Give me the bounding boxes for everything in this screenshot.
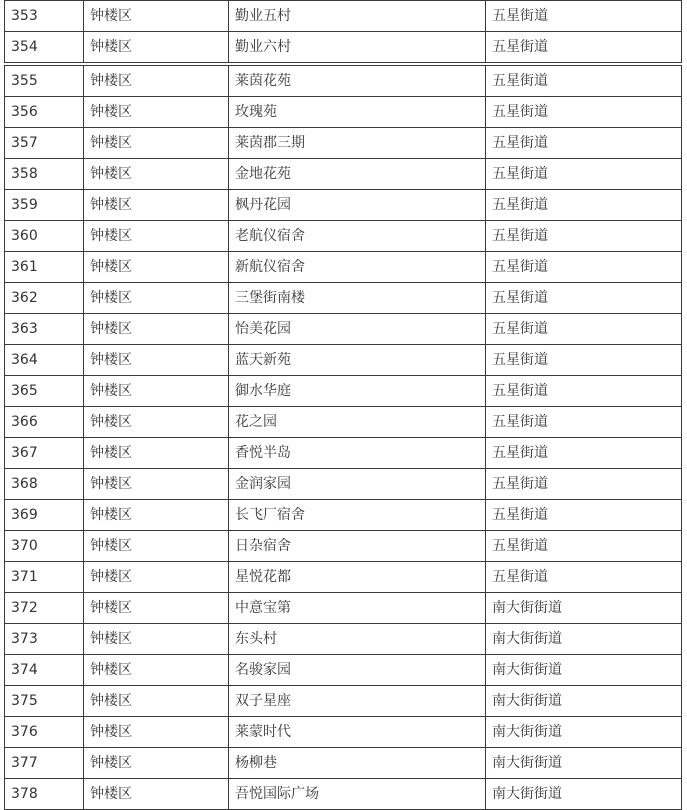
- street-cell: 五星街道: [486, 128, 682, 159]
- row-number-cell: 378: [5, 779, 84, 810]
- row-number-cell: 370: [5, 531, 84, 562]
- table-row: [5, 531, 682, 562]
- community-cell: 玫瑰苑: [229, 97, 486, 128]
- district-cell: 钟楼区: [84, 66, 229, 97]
- community-cell: 勤业五村: [229, 1, 486, 32]
- table-body-main: [5, 66, 682, 810]
- row-number-cell: 356: [5, 97, 84, 128]
- street-cell: 五星街道: [486, 469, 682, 500]
- community-cell: 枫丹花园: [229, 190, 486, 221]
- row-number-cell: 371: [5, 562, 84, 593]
- street-cell: 五星街道: [486, 252, 682, 283]
- row-number-cell: 360: [5, 221, 84, 252]
- street-cell: 五星街道: [486, 531, 682, 562]
- district-cell: 钟楼区: [84, 128, 229, 159]
- street-cell: 南大街街道: [486, 717, 682, 748]
- data-table-main: [4, 65, 682, 810]
- district-cell: 钟楼区: [84, 407, 229, 438]
- table-row: [5, 624, 682, 655]
- district-cell: 钟楼区: [84, 345, 229, 376]
- table-body-top: [5, 1, 682, 63]
- community-cell: 老航仪宿舍: [229, 221, 486, 252]
- district-cell: 钟楼区: [84, 283, 229, 314]
- community-cell: 金润家园: [229, 469, 486, 500]
- district-cell: 钟楼区: [84, 159, 229, 190]
- street-cell: 五星街道: [486, 562, 682, 593]
- table-row: [5, 779, 682, 810]
- table-row: [5, 283, 682, 314]
- street-cell: 五星街道: [486, 283, 682, 314]
- table-row: [5, 252, 682, 283]
- street-cell: 五星街道: [486, 438, 682, 469]
- community-cell: 金地花苑: [229, 159, 486, 190]
- district-cell: 钟楼区: [84, 469, 229, 500]
- community-cell: 蓝天新苑: [229, 345, 486, 376]
- row-number-cell: 363: [5, 314, 84, 345]
- district-cell: 钟楼区: [84, 717, 229, 748]
- district-cell: 钟楼区: [84, 438, 229, 469]
- row-number-cell: 374: [5, 655, 84, 686]
- row-number-cell: 372: [5, 593, 84, 624]
- street-cell: 五星街道: [486, 190, 682, 221]
- district-cell: 钟楼区: [84, 562, 229, 593]
- community-cell: 勤业六村: [229, 32, 486, 63]
- row-number-cell: 366: [5, 407, 84, 438]
- table-row: [5, 159, 682, 190]
- community-cell: 长飞厂宿舍: [229, 500, 486, 531]
- row-number-cell: 355: [5, 66, 84, 97]
- row-number-cell: 353: [5, 1, 84, 32]
- table-row: [5, 66, 682, 97]
- district-cell: 钟楼区: [84, 97, 229, 128]
- street-cell: 南大街街道: [486, 686, 682, 717]
- community-cell: 东头村: [229, 624, 486, 655]
- row-number-cell: 365: [5, 376, 84, 407]
- district-cell: 钟楼区: [84, 779, 229, 810]
- row-number-cell: 359: [5, 190, 84, 221]
- district-cell: 钟楼区: [84, 500, 229, 531]
- district-cell: 钟楼区: [84, 252, 229, 283]
- table-row: [5, 314, 682, 345]
- data-table-top: [4, 0, 682, 63]
- row-number-cell: 362: [5, 283, 84, 314]
- community-cell: 双子星座: [229, 686, 486, 717]
- table-row: [5, 500, 682, 531]
- district-cell: 钟楼区: [84, 376, 229, 407]
- community-cell: 三堡街南楼: [229, 283, 486, 314]
- row-number-cell: 364: [5, 345, 84, 376]
- street-cell: 五星街道: [486, 376, 682, 407]
- table-row: [5, 376, 682, 407]
- row-number-cell: 376: [5, 717, 84, 748]
- row-number-cell: 368: [5, 469, 84, 500]
- street-cell: 五星街道: [486, 500, 682, 531]
- row-number-cell: 377: [5, 748, 84, 779]
- district-cell: 钟楼区: [84, 624, 229, 655]
- row-number-cell: 367: [5, 438, 84, 469]
- community-cell: 杨柳巷: [229, 748, 486, 779]
- table-row: [5, 407, 682, 438]
- street-cell: 五星街道: [486, 1, 682, 32]
- street-cell: 南大街街道: [486, 655, 682, 686]
- table-row: [5, 686, 682, 717]
- community-cell: 星悦花都: [229, 562, 486, 593]
- table-row: [5, 221, 682, 252]
- row-number-cell: 369: [5, 500, 84, 531]
- street-cell: 五星街道: [486, 159, 682, 190]
- street-cell: 五星街道: [486, 221, 682, 252]
- table-row: [5, 32, 682, 63]
- table-row: [5, 438, 682, 469]
- street-cell: 五星街道: [486, 32, 682, 63]
- community-cell: 御水华庭: [229, 376, 486, 407]
- street-cell: 五星街道: [486, 97, 682, 128]
- street-cell: 五星街道: [486, 66, 682, 97]
- district-cell: 钟楼区: [84, 1, 229, 32]
- community-cell: 日杂宿舍: [229, 531, 486, 562]
- district-cell: 钟楼区: [84, 221, 229, 252]
- row-number-cell: 361: [5, 252, 84, 283]
- community-cell: 吾悦国际广场: [229, 779, 486, 810]
- table-row: [5, 655, 682, 686]
- table-row: [5, 1, 682, 32]
- community-cell: 中意宝第: [229, 593, 486, 624]
- table-row: [5, 593, 682, 624]
- community-cell: 莱茵花苑: [229, 66, 486, 97]
- district-cell: 钟楼区: [84, 314, 229, 345]
- street-cell: 五星街道: [486, 314, 682, 345]
- row-number-cell: 354: [5, 32, 84, 63]
- district-cell: 钟楼区: [84, 748, 229, 779]
- community-cell: 莱蒙时代: [229, 717, 486, 748]
- street-cell: 南大街街道: [486, 624, 682, 655]
- community-cell: 新航仪宿舍: [229, 252, 486, 283]
- community-cell: 怡美花园: [229, 314, 486, 345]
- street-cell: 五星街道: [486, 345, 682, 376]
- district-cell: 钟楼区: [84, 686, 229, 717]
- community-cell: 莱茵郡三期: [229, 128, 486, 159]
- table-row: [5, 748, 682, 779]
- row-number-cell: 375: [5, 686, 84, 717]
- table-row: [5, 190, 682, 221]
- table-row: [5, 562, 682, 593]
- district-cell: 钟楼区: [84, 655, 229, 686]
- street-cell: 南大街街道: [486, 779, 682, 810]
- street-cell: 南大街街道: [486, 593, 682, 624]
- community-cell: 花之园: [229, 407, 486, 438]
- community-cell: 名骏家园: [229, 655, 486, 686]
- district-cell: 钟楼区: [84, 531, 229, 562]
- table-row: [5, 717, 682, 748]
- community-cell: 香悦半岛: [229, 438, 486, 469]
- row-number-cell: 357: [5, 128, 84, 159]
- table-row: [5, 469, 682, 500]
- district-cell: 钟楼区: [84, 190, 229, 221]
- district-cell: 钟楼区: [84, 593, 229, 624]
- table-row: [5, 128, 682, 159]
- table-row: [5, 345, 682, 376]
- street-cell: 五星街道: [486, 407, 682, 438]
- table-row: [5, 97, 682, 128]
- street-cell: 南大街街道: [486, 748, 682, 779]
- row-number-cell: 358: [5, 159, 84, 190]
- district-cell: 钟楼区: [84, 32, 229, 63]
- row-number-cell: 373: [5, 624, 84, 655]
